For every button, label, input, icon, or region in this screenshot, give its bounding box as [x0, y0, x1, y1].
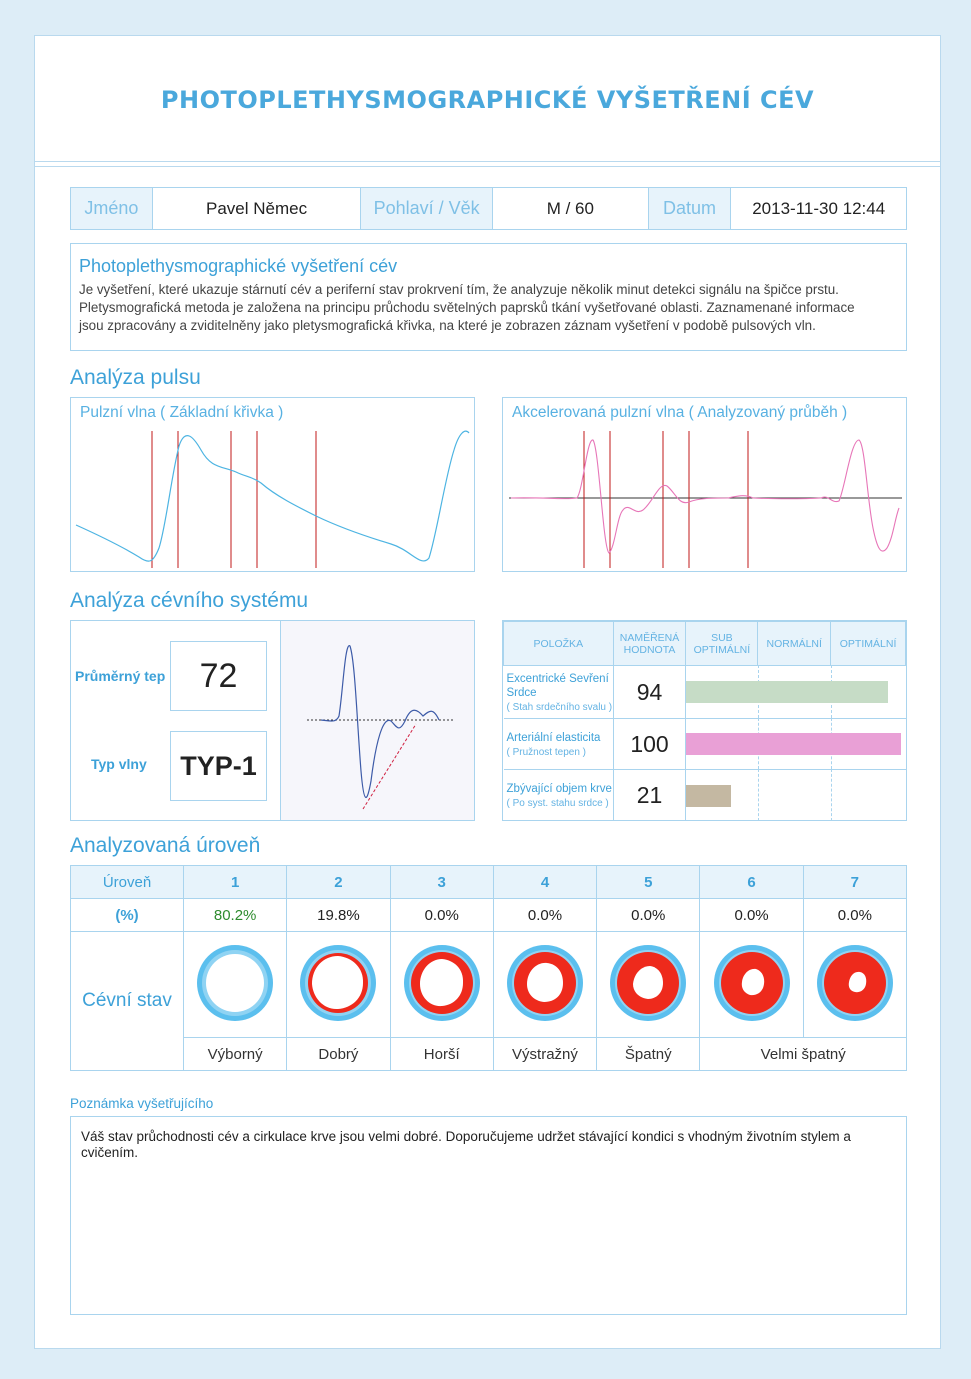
basic-pulse-graph	[71, 398, 474, 571]
level-bar	[686, 733, 901, 755]
vessel-icon-cell	[597, 932, 700, 1038]
vascular-section-title: Analýza cévního systému	[70, 589, 309, 612]
exam-date: 2013-11-30 12:44	[752, 198, 886, 218]
vessel-cross-section-icon	[187, 938, 283, 1028]
row-name: Excentrické Sevření Srdce	[506, 672, 609, 699]
level-percent: 0.0%	[597, 899, 700, 932]
examiner-note: Váš stav průchodnosti cév a cirkulace krve jsou velmi dobré. Doporučujeme udržet stávající kondici s vhodným životním stylem a cvičením.	[70, 1116, 907, 1315]
report-header	[35, 36, 940, 162]
levels-table	[70, 865, 907, 1070]
level-percent: 0.0%	[390, 899, 493, 932]
row-bar-cell	[686, 666, 906, 719]
description-line: Je vyšetření, které ukazuje stárnutí cév a periferní stav prokrvení tím, že analyzuje několik minut detekci signálu na špičce prstu.	[79, 282, 839, 297]
basic-pulse-chart	[70, 397, 475, 572]
state-description: Dobrý	[287, 1038, 390, 1071]
description-line: Pletysmografická metoda je založena na principu průchodu světelných paprsků tkání vyšetřované oblasti. Zaznamenané informace	[79, 300, 855, 315]
level-percent: 0.0%	[493, 899, 596, 932]
avg-pulse-value: 72	[170, 641, 267, 711]
row-value: 21	[613, 770, 686, 821]
row-name: Arteriální elasticita	[506, 731, 601, 744]
state-description: Špatný	[597, 1038, 700, 1071]
col-measured: NAMĚŘENÁ HODNOTA	[613, 622, 686, 666]
wave-type-diagram	[281, 621, 474, 820]
date-label: Datum	[649, 188, 732, 229]
state-description: Velmi špatný	[700, 1038, 907, 1071]
vessel-cross-section-icon	[394, 938, 490, 1028]
row-sub: ( Stah srdečního svalu )	[506, 701, 613, 713]
name-label: Jméno	[71, 188, 153, 229]
col-normal: NORMÁLNÍ	[758, 622, 831, 666]
note-label: Poznámka vyšetřujícího	[70, 1096, 214, 1111]
vascular-summary	[70, 620, 475, 821]
level-percent: 19.8%	[287, 899, 390, 932]
level-number: 3	[390, 866, 493, 899]
vessel-icon-cell	[390, 932, 493, 1038]
row-bar-cell	[686, 719, 906, 770]
vessel-cross-section-icon	[497, 938, 593, 1028]
percent-label: (%)	[71, 899, 184, 932]
pulse-wave-curve	[76, 431, 469, 561]
vessel-icon-cell	[803, 932, 906, 1038]
accel-pulse-chart	[502, 397, 907, 572]
level-number: 7	[803, 866, 906, 899]
wave-type-graph	[281, 621, 474, 820]
vascular-table	[502, 620, 907, 821]
levels-section-title: Analyzovaná úroveň	[70, 834, 261, 857]
basic-pulse-title: Pulzní vlna ( Základní křivka )	[80, 404, 284, 421]
row-sub: ( Pružnost tepen )	[506, 746, 586, 758]
report-title: PHOTOPLETHYSMOGRAPHICKÉ VYŠETŘENÍ CÉV	[160, 85, 815, 114]
sex-age-label: Pohlaví / Věk	[361, 188, 493, 229]
vessel-icon-cell	[287, 932, 390, 1038]
level-number: 2	[287, 866, 390, 899]
level-bar	[686, 681, 888, 703]
pulse-section-title: Analýza pulsu	[70, 366, 201, 389]
accel-pulse-title: Akcelerovaná pulzní vlna ( Analyzovaný průběh )	[512, 404, 848, 421]
description-line: jsou zpracovány a zviditelněny jako pletysmografická křivka, na které je zobrazen záznam vyšetření v podobě pulsových vln.	[79, 318, 816, 333]
avg-pulse-label: Průměrný tep	[75, 668, 166, 684]
col-sub-optimal: SUB OPTIMÁLNÍ	[686, 622, 758, 666]
level-percent: 80.2%	[184, 899, 287, 932]
vessel-icon-cell	[493, 932, 596, 1038]
vessel-cross-section-icon	[600, 938, 696, 1028]
col-item: POLOŽKA	[504, 622, 614, 666]
row-value: 94	[613, 666, 686, 719]
accel-wave-curve	[511, 440, 899, 553]
accel-pulse-graph	[503, 398, 906, 571]
table-row	[504, 719, 906, 770]
row-value: 100	[613, 719, 686, 770]
description-text	[79, 281, 898, 335]
patient-sex-age: M / 60	[493, 188, 649, 229]
level-percent: 0.0%	[700, 899, 803, 932]
wave-type-curve	[321, 646, 439, 798]
vessel-state-label: Cévní stav	[71, 932, 184, 1071]
state-description: Výstražný	[493, 1038, 596, 1071]
row-name: Zbývající objem krve	[506, 782, 612, 795]
wave-type-label: Typ vlny	[91, 756, 147, 772]
vessel-icon-cell	[700, 932, 803, 1038]
level-number: 5	[597, 866, 700, 899]
level-label: Úroveň	[71, 866, 184, 899]
level-number: 1	[184, 866, 287, 899]
row-sub: ( Po syst. stahu srdce )	[506, 797, 609, 809]
col-optimal: OPTIMÁLNÍ	[831, 622, 906, 666]
patient-name: Pavel Němec	[153, 188, 362, 229]
wave-type-value: TYP-1	[170, 731, 267, 801]
vascular-values	[71, 621, 281, 820]
table-row	[504, 666, 906, 719]
vessel-cross-section-icon	[290, 938, 386, 1028]
description-box	[70, 243, 907, 351]
level-number: 4	[493, 866, 596, 899]
report-page	[34, 35, 941, 1349]
patient-info-row	[70, 187, 907, 230]
header-divider	[35, 166, 940, 167]
level-percent: 0.0%	[803, 899, 906, 932]
vessel-cross-section-icon	[704, 938, 800, 1028]
row-bar-cell	[686, 770, 906, 821]
trend-line	[363, 724, 416, 809]
state-description: Horší	[390, 1038, 493, 1071]
level-number: 6	[700, 866, 803, 899]
state-description: Výborný	[184, 1038, 287, 1071]
table-row	[504, 770, 906, 821]
vessel-icon-cell	[184, 932, 287, 1038]
level-bar	[686, 785, 731, 807]
description-title: Photoplethysmographické vyšetření cév	[79, 256, 398, 276]
vessel-cross-section-icon	[807, 938, 903, 1028]
